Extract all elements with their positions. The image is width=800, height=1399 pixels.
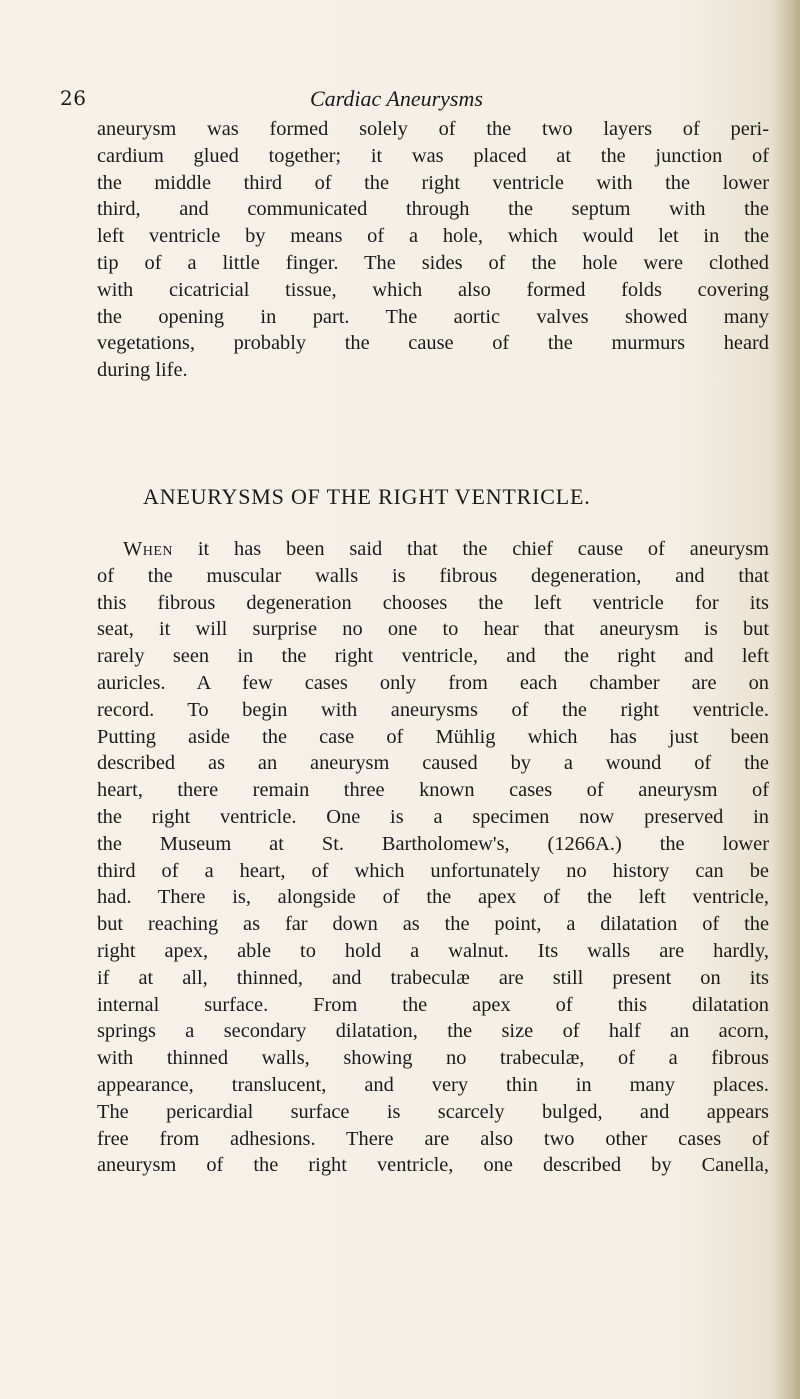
text-line: the opening in part. The aortic valves showed many — [97, 305, 769, 328]
first-line-rest: it has been said that the chief cause of aneurysm — [173, 538, 769, 560]
text-line: springs a secondary dilatation, the size of half an acorn, — [97, 1020, 769, 1043]
text-line: Putting aside the case of Mühlig which has just been — [97, 725, 769, 748]
text-line: third of a heart, of which unfortunately no history can be — [97, 859, 769, 882]
drop-word: When — [123, 538, 174, 560]
text-line: of the muscular walls is fibrous degeneration, and that — [97, 564, 769, 587]
text-line: aneurysm of the right ventricle, one described by Canella, — [97, 1154, 769, 1177]
page-number: 26 — [60, 86, 87, 110]
text-line: rarely seen in the right ventricle, and the right and left — [97, 645, 769, 668]
text-line: record. To begin with aneurysms of the right ventricle. — [97, 698, 769, 721]
page-edge-shadow — [772, 0, 800, 1399]
text-line: described as an aneurysm caused by a wound of the — [97, 752, 769, 775]
text-line: heart, there remain three known cases of aneurysm of — [97, 779, 769, 802]
text-line: right apex, able to hold a walnut. Its walls are hardly, — [97, 939, 769, 962]
text-line: during life. — [97, 359, 188, 382]
text-line: vegetations, probably the cause of the murmurs heard — [97, 332, 769, 355]
text-line: cardium glued together; it was placed at the junction of — [97, 144, 769, 167]
paragraph-2 — [97, 536, 769, 1179]
text-line: if at all, thinned, and trabeculæ are still present on its — [97, 966, 769, 989]
text-line: third, and communicated through the septum with the — [97, 198, 769, 221]
text-line: with thinned walls, showing no trabeculæ, of a fibrous — [97, 1047, 769, 1070]
text-line-first — [97, 536, 769, 563]
text-line: the Museum at St. Bartholomew's, (1266A.) the lower — [97, 832, 769, 855]
text-line: seat, it will surprise no one to hear that aneurysm is but — [97, 618, 769, 641]
page-header — [60, 86, 760, 116]
text-line: auricles. A few cases only from each chamber are on — [97, 671, 769, 694]
text-line: with cicatricial tissue, which also formed folds covering — [97, 278, 769, 301]
text-line: appearance, translucent, and very thin in many places. — [97, 1073, 769, 1096]
text-line: free from adhesions. There are also two other cases of — [97, 1127, 769, 1150]
text-line: the right ventricle. One is a specimen now preserved in — [97, 805, 769, 828]
text-line: tip of a little finger. The sides of the hole were clothed — [97, 251, 769, 274]
text-line: the middle third of the right ventricle with the lower — [97, 171, 769, 194]
text-line: internal surface. From the apex of this dilatation — [97, 993, 769, 1016]
section-heading: ANEURYSMS OF THE RIGHT VENTRICLE. — [143, 484, 591, 509]
paragraph-1 — [97, 116, 769, 384]
text-line: but reaching as far down as the point, a dilatation of the — [97, 913, 769, 936]
text-line: this fibrous degeneration chooses the left ventricle for its — [97, 591, 769, 614]
text-line: had. There is, alongside of the apex of the left ventricle, — [97, 886, 769, 909]
text-line: The pericardial surface is scarcely bulged, and appears — [97, 1100, 769, 1123]
text-line: aneurysm was formed solely of the two layers of peri- — [97, 118, 769, 140]
running-title: Cardiac Aneurysms — [310, 86, 483, 111]
text-line: left ventricle by means of a hole, which would let in the — [97, 225, 769, 248]
